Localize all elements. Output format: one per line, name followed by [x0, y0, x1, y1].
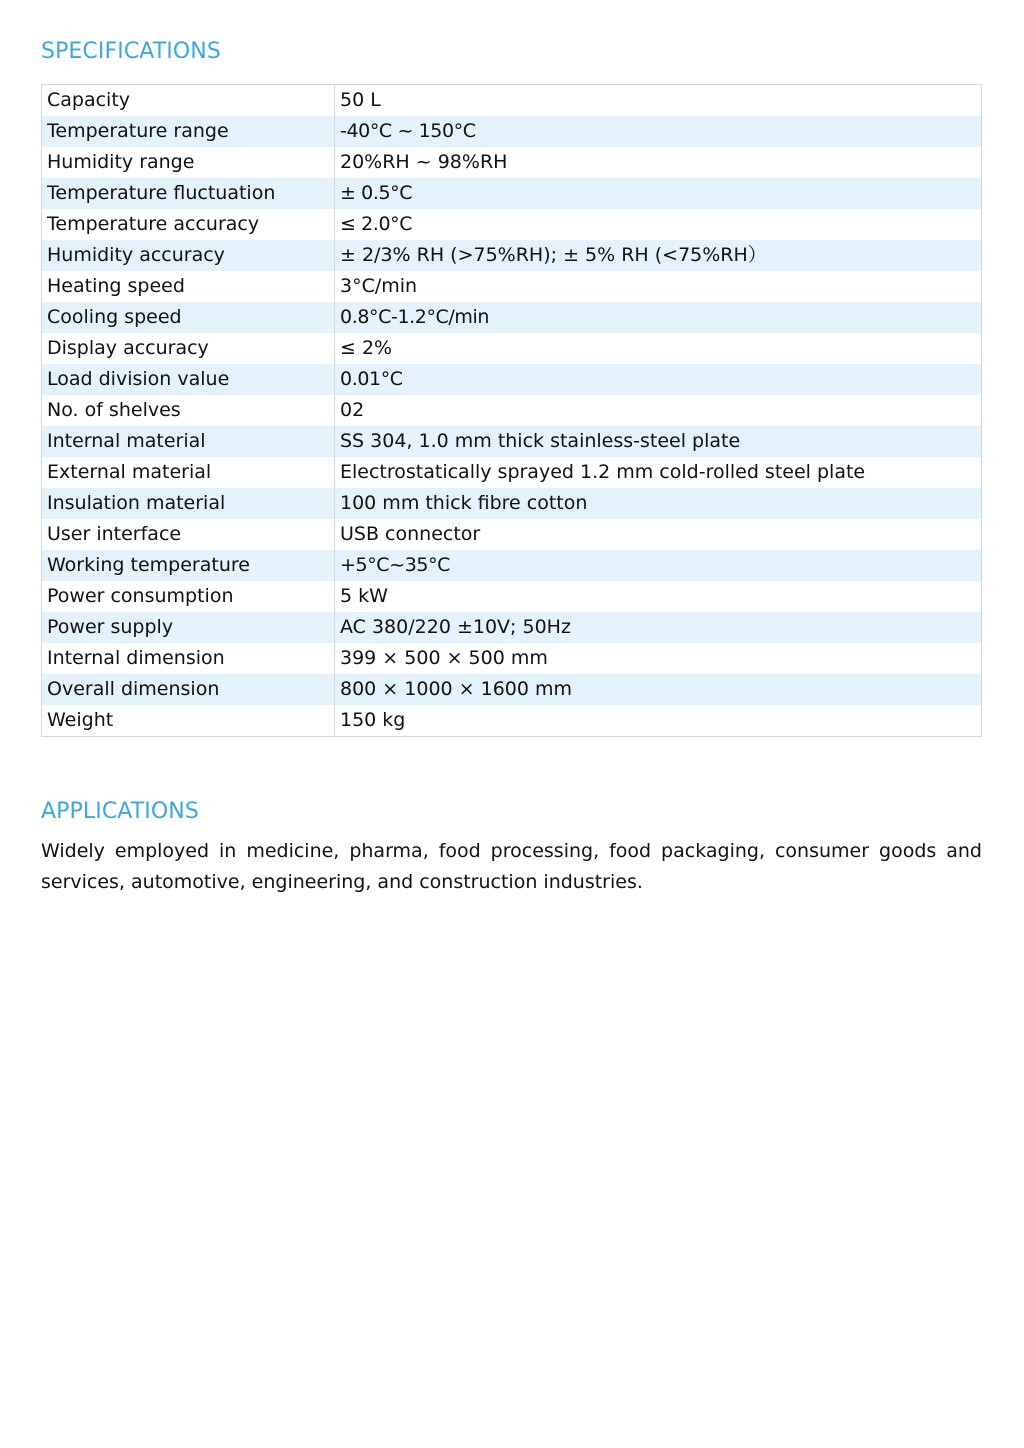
table-row: [42, 85, 982, 117]
spec-label: Temperature range: [42, 116, 335, 147]
spec-label: Load division value: [42, 364, 335, 395]
spec-value: ± 0.5°C: [335, 178, 982, 209]
spec-value: 100 mm thick fibre cotton: [335, 488, 982, 519]
table-row: [42, 240, 982, 271]
spec-value: -40°C ~ 150°C: [335, 116, 982, 147]
table-row: [42, 705, 982, 737]
spec-label: Power supply: [42, 612, 335, 643]
spec-value: USB connector: [335, 519, 982, 550]
spec-label: Internal dimension: [42, 643, 335, 674]
spec-label: Capacity: [42, 85, 335, 117]
applications-paragraph: Widely employed in medicine, pharma, food processing, food packaging, consumer goods and services, automotive, engineering, and construction industries.: [41, 840, 982, 893]
table-row: [42, 302, 982, 333]
table-row: [42, 612, 982, 643]
spec-value: 5 kW: [335, 581, 982, 612]
spec-value: ≤ 2%: [335, 333, 982, 364]
table-row: [42, 116, 982, 147]
spec-label: Humidity range: [42, 147, 335, 178]
spec-label: Temperature accuracy: [42, 209, 335, 240]
table-row: [42, 519, 982, 550]
table-row: [42, 457, 982, 488]
spec-label: Power consumption: [42, 581, 335, 612]
spec-value: 0.8°C-1.2°C/min: [335, 302, 982, 333]
spec-value: 150 kg: [335, 705, 982, 737]
spec-label: Humidity accuracy: [42, 240, 335, 271]
spec-value: 20%RH ~ 98%RH: [335, 147, 982, 178]
spec-label: External material: [42, 457, 335, 488]
spec-label: Display accuracy: [42, 333, 335, 364]
spec-label: Temperature fluctuation: [42, 178, 335, 209]
table-row: [42, 581, 982, 612]
spec-label: User interface: [42, 519, 335, 550]
spec-label: Overall dimension: [42, 674, 335, 705]
spec-value: AC 380/220 ±10V; 50Hz: [335, 612, 982, 643]
spec-value: +5°C~35°C: [335, 550, 982, 581]
spec-label: Cooling speed: [42, 302, 335, 333]
spec-value: 3°C/min: [335, 271, 982, 302]
spec-label: Internal material: [42, 426, 335, 457]
spec-value: ≤ 2.0°C: [335, 209, 982, 240]
table-row: [42, 209, 982, 240]
spec-value: 50 L: [335, 85, 982, 117]
specifications-heading: SPECIFICATIONS: [41, 39, 221, 64]
spec-label: No. of shelves: [42, 395, 335, 426]
table-row: [42, 147, 982, 178]
table-row: [42, 550, 982, 581]
table-row: [42, 426, 982, 457]
specifications-table: [41, 84, 982, 737]
table-row: [42, 643, 982, 674]
table-row: [42, 488, 982, 519]
spec-value: ± 2/3% RH (>75%RH); ± 5% RH (<75%RH）: [335, 240, 982, 271]
spec-value: 02: [335, 395, 982, 426]
spec-label: Insulation material: [42, 488, 335, 519]
document-page: [41, 36, 982, 898]
spec-label: Heating speed: [42, 271, 335, 302]
spec-value: SS 304, 1.0 mm thick stainless-steel plate: [335, 426, 982, 457]
spec-value: Electrostatically sprayed 1.2 mm cold-rolled steel plate: [335, 457, 982, 488]
spec-label: Working temperature: [42, 550, 335, 581]
spec-label: Weight: [42, 705, 335, 737]
table-row: [42, 674, 982, 705]
table-row: [42, 364, 982, 395]
table-row: [42, 333, 982, 364]
table-row: [42, 395, 982, 426]
spec-value: 0.01°C: [335, 364, 982, 395]
spec-value: 800 × 1000 × 1600 mm: [335, 674, 982, 705]
spec-value: 399 × 500 × 500 mm: [335, 643, 982, 674]
table-row: [42, 178, 982, 209]
applications-heading: APPLICATIONS: [41, 799, 199, 824]
table-row: [42, 271, 982, 302]
